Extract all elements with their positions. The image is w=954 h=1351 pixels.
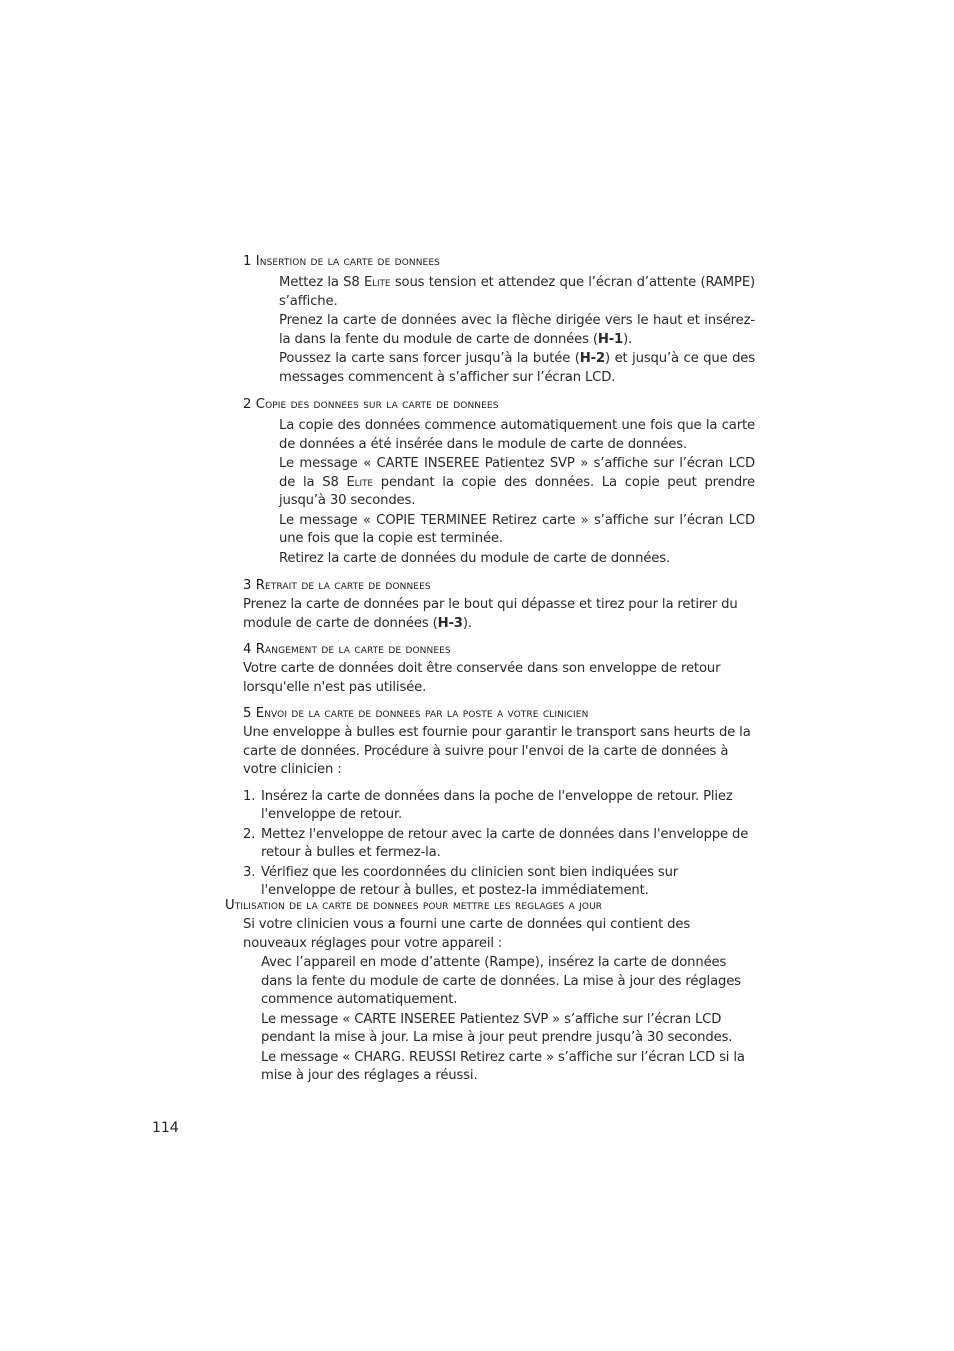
section-rangement [243,641,755,697]
section-envoi [243,705,755,902]
step-list [243,788,755,901]
figure-ref: H-1 [597,331,624,347]
section-heading: Utilisation de la carte de donnees pour mettre les reglages a jour [225,898,603,913]
paragraph: Poussez la carte sans forcer jusqu’à la butée (H-2) et jusqu’à ce que des messages commencent à s’afficher sur l’écran LCD. [279,351,755,385]
paragraph: La copie des données commence automatiquement une fois que la carte de données a été insérée dans le module de carte de données. [279,418,755,452]
section-copie [243,396,755,568]
list-item: 3. Vérifiez que les coordonnées du clinicien sont bien indiquées sur l'enveloppe de retour à bulles, et postez-la immédiatement. [243,864,679,898]
paragraph: Le message « CHARG. REUSSI Retirez carte » s’affiche sur l’écran LCD si la mise à jour des réglages a réussi. [261,1049,745,1083]
model-name: S8 Elite [343,275,391,290]
paragraph: Une enveloppe à bulles est fournie pour garantir le transport sans heurts de la carte de données. Procédure à suivre pour l'envoi de la carte de données à votre clinicien : [243,725,751,777]
list-item: 1. Insérez la carte de données dans la poche de l'enveloppe de retour. Pliez l'enveloppe de retour. [243,788,733,822]
paragraph: Le message « CARTE INSEREE Patientez SVP » s’affiche sur l’écran LCD pendant la mise à jour. La mise à jour peut prendre jusqu’à 30 secondes. [261,1011,733,1045]
section-mise-a-jour [225,897,755,1086]
paragraph: Le message « COPIE TERMINEE Retirez carte » s’affiche sur l’écran LCD une fois que la copie est terminée. [279,512,755,546]
paragraph: Le message « CARTE INSEREE Patientez SVP » s’affiche sur l’écran LCD de la S8 Elite pendant la copie des données. La copie peut prendre jusqu’à 30 secondes. [279,456,755,508]
section-heading: 4 Rangement de la carte de donnees [243,642,451,657]
section-retrait [243,577,755,633]
model-name: S8 Elite [322,474,373,490]
paragraph: Mettez la S8 Elite sous tension et attendez que l’écran d’attente (RAMPE) s’affiche. [279,275,755,309]
list-item: 2. Mettez l'enveloppe de retour avec la carte de données dans l'enveloppe de retour à bulles et fermez-la. [243,826,749,860]
paragraph: Avec l’appareil en mode d’attente (Rampe), insérez la carte de données dans la fente du module de carte de données. La mise à jour des réglages commence automatiquement. [261,955,741,1007]
figure-ref: H-3 [437,615,463,631]
page-number: 114 [152,1120,179,1136]
section-heading: 3 Retrait de la carte de donnees [243,578,431,593]
paragraph: Votre carte de données doit être conservée dans son enveloppe de retour lorsqu'elle n'est pas utilisée. [243,661,721,695]
figure-ref: H-2 [579,351,606,366]
paragraph: Retirez la carte de données du module de carte de données. [279,550,671,566]
section-insertion [243,253,755,387]
section-heading: 2 Copie des donnees sur la carte de donnees [243,397,499,412]
section-heading: 5 Envoi de la carte de donnees par la poste a votre clinicien [243,706,589,721]
paragraph: Si votre clinicien vous a fourni une carte de données qui contient des nouveaux réglages pour votre appareil : [243,917,691,951]
paragraph: Prenez la carte de données avec la flèche dirigée vers le haut et insérez-la dans la fente du module de carte de données (H-1). [279,313,755,347]
paragraph: Prenez la carte de données par le bout qui dépasse et tirez pour la retirer du module de carte de données (H-3). [243,597,738,631]
section-heading: 1 Insertion de la carte de donnees [243,254,440,269]
